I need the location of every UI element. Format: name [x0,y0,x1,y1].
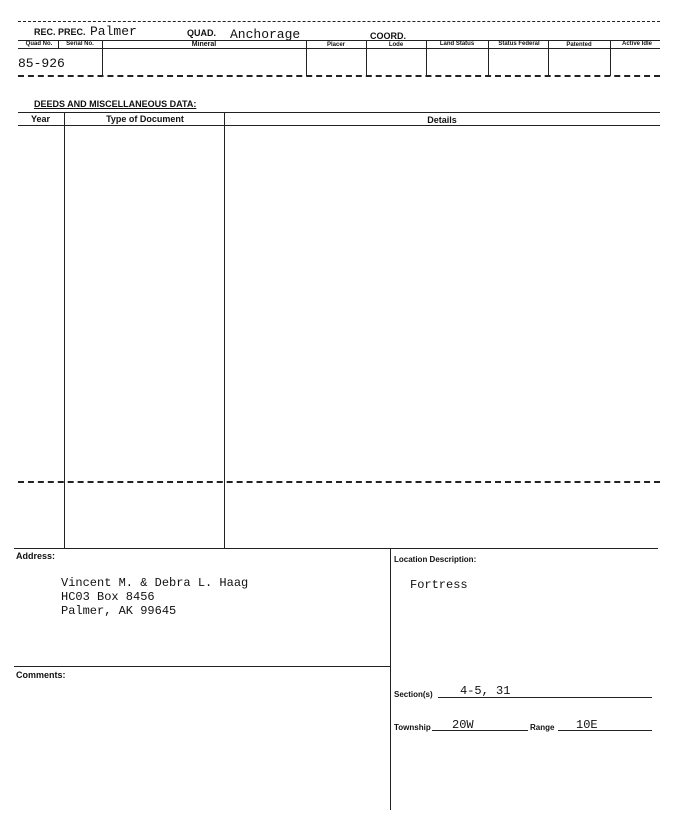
col-quad-no: Quad No. [25,41,53,47]
rec-prec-value: Palmer [90,24,137,39]
col-divider [610,40,611,76]
col-serial-no: Serial No. [66,41,94,47]
top-dashed-rule [18,21,660,22]
header-bottom-dashed [18,75,660,77]
col-placer: Placer [326,42,345,48]
township-value: 20W [452,718,474,732]
column-header-rule [18,48,660,49]
rec-prec-label: REC. PREC. [34,27,86,37]
coord-label: COORD. [370,31,406,41]
quad-label: QUAD. [187,28,216,38]
range-value: 10E [576,718,598,732]
range-label: Range [530,723,555,732]
comments-top-rule [14,666,390,667]
col-divider [488,40,489,76]
address-line-1: Vincent M. & Debra L. Haag [61,576,249,590]
address-line-3: Palmer, AK 99645 [61,604,177,618]
deeds-header-rule [18,125,660,126]
range-underline [558,730,652,731]
deeds-top-rule [18,112,660,113]
col-patented: Patented [566,42,592,48]
township-label: Township [394,723,431,732]
col-year: Year [30,114,51,124]
address-line-2: HC03 Box 8456 [61,590,155,604]
col-active-idle: Active Idle [621,41,652,47]
location-value: Fortress [410,578,468,592]
col-mineral: Mineral [191,41,217,48]
col-type-of-document: Type of Document [106,114,184,124]
col-lode: Lode [388,42,404,48]
address-location-divider [390,548,391,810]
section-label: Section(s) [394,690,433,699]
col-status-federal: Status Federal [498,41,540,47]
quad-value: Anchorage [230,27,301,42]
address-label: Address: [16,551,56,561]
deeds-title: DEEDS AND MISCELLANEOUS DATA: [34,99,197,109]
comments-label: Comments: [16,670,66,680]
col-land-status: Land Status [439,41,475,47]
col-divider [58,40,59,48]
col-details: Details [427,115,457,125]
location-label: Location Description: [394,555,477,564]
quad-no-value: 85-926 [18,56,65,71]
col-divider [426,40,427,76]
deeds-bottom-rule [14,548,658,549]
township-underline [432,730,528,731]
section-value: 4-5, 31 [460,684,511,698]
deeds-dashed-rule [18,481,660,483]
